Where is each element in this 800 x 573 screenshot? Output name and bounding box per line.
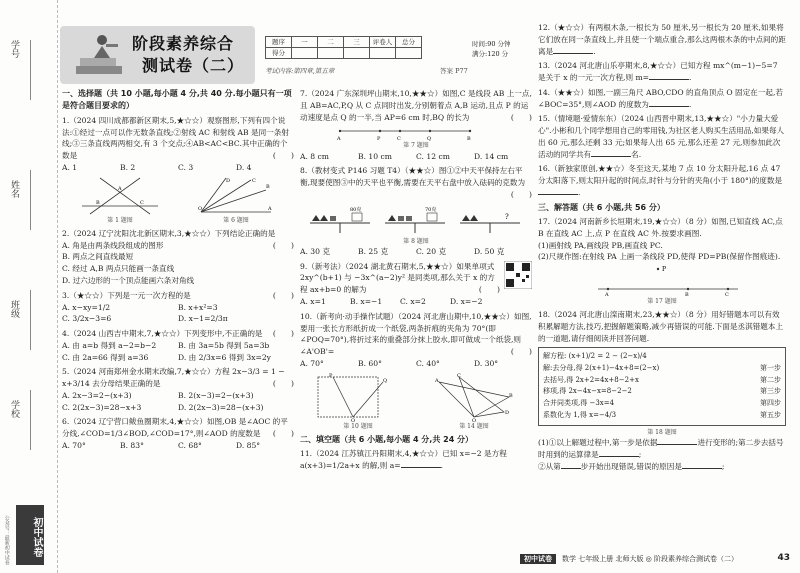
option-d[interactable]: D. 由 2/3x=6 得到 3x=2y bbox=[178, 352, 271, 362]
option-b[interactable]: B. 2 bbox=[120, 162, 136, 172]
question-18-part-2b: 步开始出现错误,错误的原因是 bbox=[580, 461, 682, 471]
step-label: 第三步 bbox=[760, 387, 781, 396]
reading-figure-icon bbox=[74, 32, 124, 76]
answer-blank[interactable] bbox=[561, 468, 581, 469]
question-1-text: 1.（2024 四川成都都新区期末,5,★☆☆）观察图形,下列有四个说法:①经过一点可以作无数条直线;②射线 AC 和射线 AB 是同一条射线;③三条直线两两相交,有 3 个交点;④AB<AC<BC.其中正确的个数是 bbox=[62, 115, 289, 161]
svg-text:Q: Q bbox=[427, 136, 432, 142]
option-b[interactable]: B. 60° bbox=[358, 358, 382, 368]
option-c[interactable]: C. 20 克 bbox=[416, 246, 447, 256]
option-a[interactable]: A. 8 cm bbox=[300, 151, 330, 161]
option-d[interactable]: D. 4 bbox=[236, 162, 252, 172]
brand-logo: 初中试卷 bbox=[16, 505, 44, 565]
svg-text:C: C bbox=[725, 292, 729, 298]
student-id-line bbox=[30, 40, 31, 100]
question-12: 12.（★☆☆）有两根木条,一根长为 50 厘米,另一根长为 20 厘米,如果将它们放在同一条直线上,并且使一个端点重合,那么这两根木条的中点间的距离是 . bbox=[538, 23, 786, 56]
title-line-1: 阶段素养综合 bbox=[132, 34, 235, 53]
option-d[interactable]: D. 85° bbox=[236, 440, 261, 450]
question-9: 9.（新考法）（2024 湖北黄石期末,5,★★☆）如果单项式 2xy^(b+1) 与 −3x^(a−2)y² 是同类项,那么关于 x 的方程 ax+b=0 的解为 ( ) A. x=1 B. x=−1 C. x=2 D. x=−2 bbox=[300, 261, 532, 308]
option-c[interactable]: C. 68° bbox=[178, 440, 202, 450]
time-info bbox=[472, 40, 511, 60]
solution-line: 解方程: (x+1)/2 = 2 − (2−x)/4 bbox=[543, 351, 647, 360]
option-b[interactable]: B. 83° bbox=[120, 440, 144, 450]
footer-brand-tag: 初中试卷 bbox=[520, 554, 556, 565]
svg-text:B: B bbox=[509, 392, 513, 399]
svg-text:Q: Q bbox=[383, 377, 388, 384]
time-limit: 时间:90 分钟 bbox=[472, 40, 511, 48]
option-d[interactable]: D. x=−2 bbox=[450, 297, 483, 307]
option-a[interactable]: A. 1 bbox=[62, 162, 78, 172]
svg-text:C: C bbox=[252, 177, 256, 184]
question-10-text: 10.（新考向·动手操作试题）（2024 河北唐山期中,10,★★☆）如图,要用一张长方形纸折成一个纸袋,两条折痕的夹角为 70°(即∠POQ=70°),将折过来的重叠部分抹上胶水,即可做成一个纸袋,则∠A'OB'= bbox=[300, 311, 532, 357]
option-b[interactable]: B. x=−1 bbox=[350, 297, 383, 307]
section-2-heading: 二、填空题（共 6 小题,每小题 4 分,共 24 分） bbox=[300, 434, 474, 444]
question-18: 18.（2024 河北唐山滦南期末,23,★★☆）（8 分）用好错题本可以有效积累解题方法,技巧,把握解题策略,减少再错误的可能.下面是丞淇错题本上的一道题,请仔细阅读并回答问题. 解方程: (x+1)/2 = 2 − (2−x)/4 解:去分母,得 2(x+1)−4x+8=(2−x) 第一步 去括号,得 2x+2=4x+8−2+x 第二步 移项,得 2x−4x−x=8−2−2 第三步 合并同类项,得 −3x=4 第四步 系数化为 1,得 x=−4/3 第五步 第 18 题图 (1)①以上解题过程中,第一步是依据 进行变形的;第二步去括号时用到的运算律是 ; ②从第 步开始出现错误,错误的原因是 ; bbox=[538, 309, 786, 472]
solution-line: 移项,得 2x−4x−x=8−2−2 bbox=[543, 387, 632, 396]
step-label: 第二步 bbox=[760, 375, 781, 384]
answer-blank[interactable] bbox=[649, 106, 689, 107]
svg-text:D: D bbox=[505, 409, 510, 416]
figure-7-caption: 第 7 题图 bbox=[403, 142, 429, 150]
figure-14-caption: 第 14 题图 bbox=[459, 422, 489, 430]
question-18-part-1a: (1)①以上解题过程中,第一步是依据 bbox=[538, 438, 658, 448]
option-d[interactable]: D. 30° bbox=[474, 358, 499, 368]
step-label: 第五步 bbox=[760, 411, 781, 420]
angle-rays-diagram bbox=[196, 176, 276, 216]
question-12-text: 12.（★☆☆）有两根木条,一根长为 50 厘米,另一根长为 20 厘米,如果将它们放在同一条直线上,并且使一个端点重合,那么这两根木条的中点间的距离是 bbox=[538, 23, 786, 56]
question-2: 2.（2024 辽宁沈阳沈北新区期末,3,★☆☆）下列结论正确的是 ( ) A. 角是由两条线段组成的图形 B. 两点之间直线最短 C. 经过 A,B 两点只能画一条直线 D. 过六边形的一个顶点能画六条对角线 bbox=[62, 228, 294, 285]
score-header-cell: 二 bbox=[318, 37, 344, 48]
question-9-text: 9.（新考法）（2024 湖北黄石期末,5,★★☆）如果单项式 2xy^(b+1) 与 −3x^(a−2)y² 是同类项,那么关于 x 的方程 ax+b=0 的解为 bbox=[300, 261, 495, 295]
question-5-text: 5.（2024 河南郑州金水期末改编,7,★☆☆）方程 2x−3/3 = 1 − x+3/14 去分母结果正确的是 bbox=[62, 367, 285, 389]
question-4-text: 4.（2024 山西吉中期末,7,★☆☆）下列变形中,不正确的是 bbox=[62, 329, 263, 339]
qr-code-icon[interactable] bbox=[504, 261, 532, 289]
school-line bbox=[30, 390, 31, 450]
score-header-cell: 题序 bbox=[266, 37, 292, 48]
question-1: 1.（2024 四川成都都新区期末,5,★☆☆）观察图形,下列有四个说法:①经过一点可以作无数条直线;②射线 AC 和射线 AB 是同一条射线;③三条直线两两相交,有 3 个交点;④AB<AC<BC.其中正确的个数是 ( ) A. 1 B. 2 C. 3 D. 4 A B C 第 1 题图 O A B C D 第 6 题图 bbox=[62, 115, 294, 224]
question-13: 13.（2024 河北唐山乐亭期末,8,★☆☆）已知方程 mx^(m−1)−5=7 是关于 x 的一元一次方程,则 m= . bbox=[538, 61, 778, 83]
school-label: 学校 bbox=[8, 400, 19, 418]
svg-text:O: O bbox=[472, 417, 477, 422]
option-c[interactable]: C. 由 2a=66 得到 a=36 bbox=[62, 352, 149, 362]
option-a[interactable]: A. 30 克 bbox=[300, 246, 330, 256]
question-3-text: 3.（★☆☆）下列是一元一次方程的是 bbox=[62, 290, 191, 300]
option-b[interactable]: B. 10 cm bbox=[358, 151, 392, 161]
score-header-cell: 一 bbox=[292, 37, 318, 48]
score-cell[interactable] bbox=[370, 48, 396, 59]
svg-text:D: D bbox=[226, 177, 231, 184]
question-2-text: 2.（2024 辽宁沈阳沈北新区期末,3,★☆☆）下列结论正确的是 bbox=[62, 228, 276, 238]
full-score: 满分:120 分 bbox=[472, 49, 509, 58]
answer-blank[interactable] bbox=[682, 468, 722, 469]
answer-blank[interactable] bbox=[599, 456, 639, 457]
question-1-options bbox=[62, 162, 294, 174]
option-d[interactable]: D. 2(2x−3)=28−(x+3) bbox=[178, 402, 264, 412]
svg-text:C: C bbox=[397, 136, 401, 142]
column-2 bbox=[300, 88, 532, 475]
question-16: 16.（新独家原创,★★☆）冬至这天,某地 7 点 10 分太阳升起,16 点 47 分太阳落下,则太阳升起的时间点,时针与分针的夹角(小于 180°)的度数是. bbox=[538, 164, 783, 197]
option-a[interactable]: A. 角是由两条线段组成的图形 bbox=[62, 240, 164, 250]
option-a[interactable]: A. 70° bbox=[62, 440, 86, 450]
solution-line: 合并同类项,得 −3x=4 bbox=[543, 399, 615, 408]
figure-6-caption: 第 6 题图 bbox=[223, 216, 249, 224]
option-b[interactable]: B. 2(x−3)=2−(x+3) bbox=[178, 390, 254, 400]
name-label: 姓名 bbox=[8, 180, 19, 198]
svg-text:B: B bbox=[266, 183, 270, 190]
point-line-diagram bbox=[538, 263, 778, 297]
score-header-cell: 评卷人 bbox=[370, 37, 396, 48]
option-d[interactable]: D. 过六边形的一个顶点能画六条对角线 bbox=[62, 275, 195, 285]
solution-line: 系数化为 1,得 x=−4/3 bbox=[543, 411, 617, 420]
figure-18-caption: 第 18 题图 bbox=[647, 429, 677, 437]
answer-blank[interactable] bbox=[538, 194, 578, 195]
question-15-text: 15.（情境题·爱情东东）（2024 山西晋中期末,13,★★☆）"小力量大爱心".小彬和几个同学想用自己的零用钱,为社区老人购买生活用品,如果每人出 60 元,那么还剩 33 元;如果每人出 65 元,那么还差 27 元,则参加此次活动的同学共有 bbox=[538, 114, 785, 159]
score-cell[interactable] bbox=[292, 48, 318, 59]
line-segment-diagram bbox=[300, 123, 500, 141]
answer-blank[interactable] bbox=[553, 53, 593, 54]
question-3: 3.（★☆☆）下列是一元一次方程的是 ( ) A. x−xy=1/2 B. x+x²=3 C. 3/2x−3=6 D. x−1=2/3π bbox=[62, 290, 294, 324]
question-14-text: 14.（★★☆）如图,一副三角尺 ABO,CDO 的直角顶点 O 固定在一起,若∠BOC=35°,则∠AOD 的度数为 bbox=[538, 87, 783, 109]
column-3 bbox=[538, 22, 786, 476]
set-squares-diagram bbox=[429, 372, 519, 422]
option-a[interactable]: A. 70° bbox=[300, 358, 324, 368]
answer-blank[interactable] bbox=[401, 467, 441, 468]
option-c[interactable]: C. 2(2x−3)=28−x+3 bbox=[62, 402, 142, 412]
footer-text: 数学 七年级上册 北师大版 ◎ 阶段素养综合测试卷（二） bbox=[562, 554, 739, 563]
svg-text:P: P bbox=[662, 266, 667, 274]
score-row-label: 得分 bbox=[266, 48, 292, 59]
question-6: 6.（2024 辽宁营口鲅鱼圈期末,4,★☆☆）如图,OB 是∠AOC 的平分线,∠COD=1/3∠BOD,∠COD=17°,则∠AOD 的度数是 ( ) A. 70° B. 83° C. 68° D. 85° bbox=[62, 417, 294, 450]
question-11: 11.（2024 江苏镇江丹阳期末,4,★☆☆）已知 x=−2 是方程 a(x+3)=1/2a+x 的解,则 a= . bbox=[300, 449, 507, 471]
svg-text:B: B bbox=[685, 292, 689, 298]
answer-reference: 答案 P77 bbox=[440, 67, 468, 75]
section-1-heading: 一、选择题（共 10 小题,每小题 4 分,共 40 分.每小题只有一项是符合题目要求的） bbox=[62, 89, 292, 111]
name-line bbox=[30, 170, 31, 230]
svg-text:P: P bbox=[377, 136, 381, 142]
score-table bbox=[265, 36, 422, 59]
question-18-part-1b: 进行变形的;第二步去括号时用到的运算律是 bbox=[538, 438, 784, 460]
question-11-text: 11.（2024 江苏镇江丹阳期末,4,★☆☆）已知 x=−2 是方程 a(x+3)=1/2a+x 的解,则 a= bbox=[300, 449, 507, 471]
weight-label: 70克 bbox=[425, 206, 437, 213]
question-17 bbox=[538, 216, 786, 306]
question-8: 8.（教材变式 P146 习题 T4）（★★☆）图①②中天平保持左右平衡,现要使图③中的天平也平衡,需要在天平右盘中放入砝码的克数为 ( ) 80克 70克 ? 第 8 题图 A. 30 克 B. 25 克 C. 20 克 D. 50 克 bbox=[300, 166, 532, 256]
svg-text:B: B bbox=[96, 199, 100, 206]
exam-scope: 考试内容:第四章,第五章 bbox=[265, 67, 335, 75]
option-c[interactable]: C. 3/2x−3=6 bbox=[62, 314, 112, 324]
svg-text:A: A bbox=[605, 292, 609, 298]
student-id-label: 学号 bbox=[8, 40, 19, 58]
question-6-text: 6.（2024 辽宁营口鲅鱼圈期末,4,★☆☆）如图,OB 是∠AOC 的平分线,∠COD=1/3∠BOD,∠COD=17°,则∠AOD 的度数是 bbox=[62, 417, 288, 439]
figure-17-caption: 第 17 题图 bbox=[647, 298, 677, 306]
question-13-text: 13.（2024 河北唐山乐亭期末,8,★☆☆）已知方程 mx^(m−1)−5=7 是关于 x 的一元一次方程,则 m= bbox=[538, 61, 778, 83]
page-id: 公众号：最新初中试卷 bbox=[3, 515, 10, 565]
page-footer bbox=[520, 552, 790, 566]
binding-margin bbox=[0, 0, 58, 573]
option-c[interactable]: C. 3 bbox=[178, 162, 194, 172]
question-8-text: 8.（教材变式 P146 习题 T4）（★★☆）图①②中天平保持左右平衡,现要使图③中的天平也平衡,需要在天平右盘中放入砝码的克数为 bbox=[300, 166, 526, 188]
option-d[interactable]: D. x−1=2/3π bbox=[178, 314, 228, 324]
question-17-part-1: (1)画射线 PA,画线段 PB,画直线 PC. bbox=[538, 240, 663, 250]
question-10: 10.（新考向·动手操作试题）（2024 河北唐山期中,10,★★☆）如图,要用一张长方形纸折成一个纸袋,两条折痕的夹角为 70°(即∠POQ=70°),将折过来的重叠部分抹上胶水,即可做成一个纸袋,则∠A'OB'= ( ) A. 70° B. 60° C. 40° D. 30° O P Q 第 10 题图 O A B C D 第 14 题图 bbox=[300, 311, 532, 430]
question-15: 15.（情境题·爱情东东）（2024 山西晋中期末,13,★★☆）"小力量大爱心".小彬和几个同学想用自己的零用钱,为社区老人购买生活用品,如果每人出 60 元,那么还剩 33 元;如果每人出 65 元,那么还差 27 元,则参加此次活动的同学共有 名. bbox=[538, 114, 785, 159]
figure-1-caption: 第 1 题图 bbox=[107, 216, 133, 224]
question-17-part-2: (2)尺规作图:在射线 PA 上画一条线段 PD,使得 PD=PB(保留作图痕迹). bbox=[538, 252, 781, 262]
svg-text:A: A bbox=[337, 136, 341, 142]
question-18-part-2a: ②从第 bbox=[538, 461, 561, 471]
score-header-cell: 三 bbox=[344, 37, 370, 48]
option-a[interactable]: A. x=1 bbox=[300, 297, 326, 307]
weight-label: ? bbox=[505, 212, 509, 221]
question-7: 7.（2024 广东深圳坪山期末,10,★★☆）如图,C 是线段 AB 上一点,且 AB=AC,P,Q 从 C 点同时出发,分别朝着点 A,B 运动,且点 P 的运动速度是点 Q 的一半,当 AP=6 cm 时,BQ 的长为 ( ) A P C Q B 第 7 题图 A. 8 cm B. 10 cm C. 12 cm D. 14 cm bbox=[300, 89, 532, 161]
solution-line: 去括号,得 2x+2=4x+8−2+x bbox=[543, 375, 639, 384]
option-c[interactable]: C. 经过 A,B 两点只能画一条直线 bbox=[62, 264, 175, 274]
score-cell[interactable] bbox=[396, 48, 422, 59]
option-b[interactable]: B. 25 克 bbox=[358, 246, 389, 256]
answer-blank[interactable] bbox=[657, 444, 697, 445]
class-label: 班级 bbox=[8, 300, 19, 318]
question-16-text: 16.（新独家原创,★★☆）冬至这天,某地 7 点 10 分太阳升起,16 点 47 分太阳落下,则太阳升起的时间点,时针与分针的夹角(小于 180°)的度数是 bbox=[538, 164, 783, 186]
question-4: 4.（2024 山西吉中期末,7,★☆☆）下列变形中,不正确的是 ( ) A. 由 a=b 得到 a−2=b−2 B. 由 3a=5b 得到 5a=3b C. 由 2a=66 得到 a=36 D. 由 2/3x=6 得到 3x=2y bbox=[62, 329, 294, 362]
svg-text:O: O bbox=[351, 417, 356, 422]
score-header-cell: 总分 bbox=[396, 37, 422, 48]
folded-paper-diagram bbox=[313, 372, 403, 422]
option-b[interactable]: B. x+x²=3 bbox=[178, 302, 218, 312]
option-c[interactable]: C. 12 cm bbox=[416, 151, 450, 161]
solution-line: 解:去分母,得 2(x+1)−4x+8=(2−x) bbox=[543, 363, 660, 372]
option-d[interactable]: D. 14 cm bbox=[474, 151, 509, 161]
header bbox=[60, 26, 550, 84]
question-18-text: 18.（2024 河北唐山滦南期末,23,★★☆）（8 分）用好错题本可以有效积累解题方法,技巧,把握解题策略,减少再错误的可能.下面是丞淇错题本上的一道题,请仔细阅读并回答问题. bbox=[538, 310, 784, 343]
weight-label: 80克 bbox=[350, 206, 362, 213]
option-a[interactable]: A. 2x−3=2−(x+3) bbox=[62, 390, 132, 400]
svg-text:O: O bbox=[198, 205, 203, 212]
question-1-figures bbox=[62, 176, 294, 225]
question-14: 14.（★★☆）如图,一副三角尺 ABO,CDO 的直角顶点 O 固定在一起,若∠BOC=35°,则∠AOD 的度数为 . bbox=[538, 87, 783, 109]
svg-text:P: P bbox=[329, 372, 333, 379]
option-c[interactable]: C. 40° bbox=[416, 358, 440, 368]
figure-10-caption: 第 10 题图 bbox=[343, 422, 373, 430]
option-b[interactable]: B. 两点之间直线最短 bbox=[62, 252, 134, 262]
page-number: 43 bbox=[777, 553, 790, 564]
score-cell[interactable] bbox=[318, 48, 344, 59]
option-c[interactable]: C. x=2 bbox=[400, 297, 426, 307]
column-1 bbox=[62, 88, 294, 455]
figure-8-caption: 第 8 题图 bbox=[403, 237, 429, 245]
svg-text:B: B bbox=[467, 136, 471, 142]
score-cell[interactable] bbox=[344, 48, 370, 59]
solution-box bbox=[538, 347, 786, 426]
option-a[interactable]: A. x−xy=1/2 bbox=[62, 302, 111, 312]
title-line-2: 测试卷（二） bbox=[142, 56, 245, 75]
class-line bbox=[30, 290, 31, 350]
option-d[interactable]: D. 50 克 bbox=[474, 246, 505, 256]
title-banner bbox=[60, 26, 255, 84]
balance-scales-diagram bbox=[300, 201, 530, 237]
question-7-text: 7.（2024 广东深圳坪山期末,10,★★☆）如图,C 是线段 AB 上一点,且 AB=AC,P,Q 从 C 点同时出发,分别朝着点 A,B 运动,且点 P 的运动速度是点 Q 的一半,当 AP=6 cm 时,BQ 的长为 bbox=[300, 89, 532, 122]
option-a[interactable]: A. 由 a=b 得到 a−2=b−2 bbox=[62, 340, 157, 350]
question-17-text: 17.（2024 河南新乡长垣期末,19,★☆☆）（8 分）如图,已知直线 AC,点 B 在直线 AC 上,点 P 在直线 AC 外.按要求画图. bbox=[538, 217, 783, 238]
svg-text:C: C bbox=[140, 199, 144, 206]
svg-text:A: A bbox=[268, 205, 272, 212]
svg-text:A: A bbox=[435, 377, 439, 384]
svg-text:A: A bbox=[118, 185, 122, 192]
triangle-lines-diagram bbox=[80, 176, 160, 216]
option-b[interactable]: B. 由 3a=5b 得到 5a=3b bbox=[178, 340, 270, 350]
answer-blank[interactable] bbox=[591, 156, 631, 157]
svg-text:C: C bbox=[457, 372, 461, 379]
step-label: 第四步 bbox=[760, 399, 781, 408]
section-3-heading: 三、解答题（共 6 小题,共 56 分） bbox=[538, 202, 665, 212]
question-5: 5.（2024 河南郑州金水期末改编,7,★☆☆）方程 2x−3/3 = 1 − x+3/14 去分母结果正确的是 ( ) A. 2x−3=2−(x+3) B. 2(x−3)=2−(x+3) C. 2(2x−3)=28−x+3 D. 2(2x−3)=28−(x+3) bbox=[62, 367, 294, 412]
step-label: 第一步 bbox=[760, 363, 781, 372]
answer-blank[interactable] bbox=[649, 79, 689, 80]
